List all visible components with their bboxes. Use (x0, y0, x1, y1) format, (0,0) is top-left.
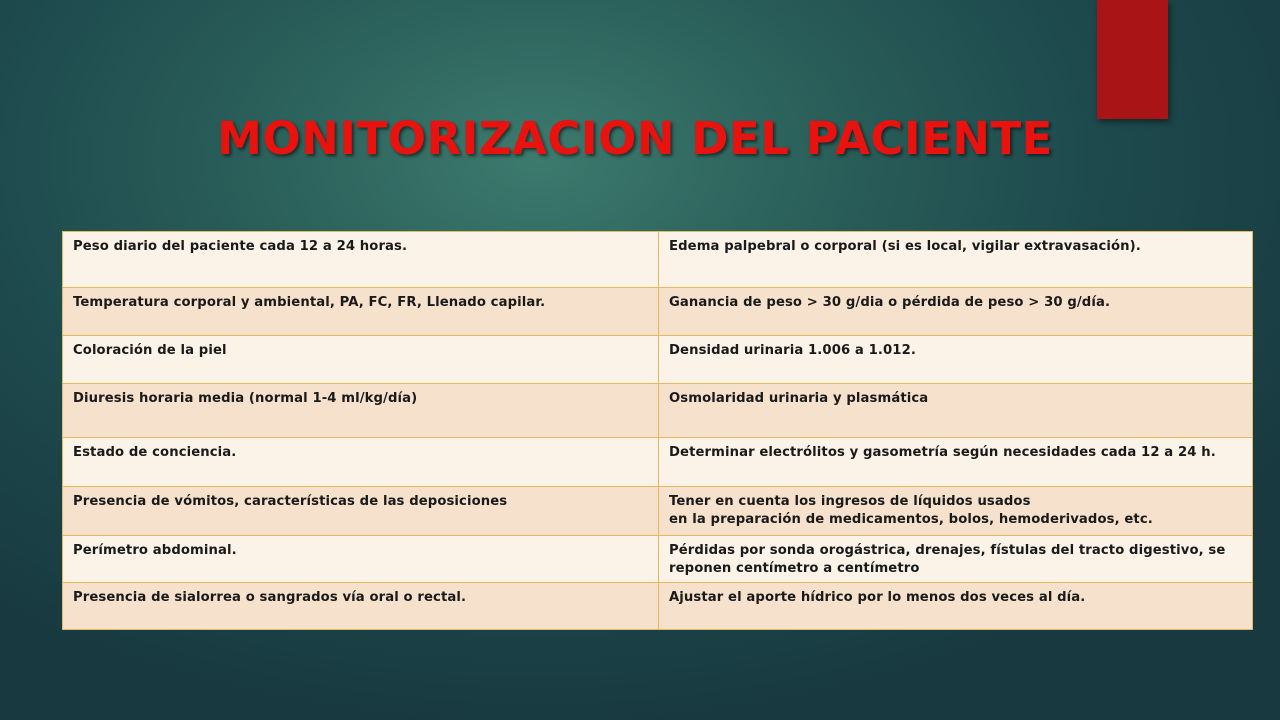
table-cell-observation (659, 487, 1253, 536)
table-body (63, 232, 1253, 630)
table-cell-observation (659, 438, 1253, 487)
table-cell-parameter: Peso diario del paciente cada 12 a 24 horas. (63, 232, 659, 288)
monitoring-table (62, 231, 1253, 630)
accent-tab (1097, 0, 1168, 119)
cell-text-line: en la preparación de medicamentos, bolos, hemoderivados, etc. (669, 512, 1153, 527)
table-row (63, 232, 1253, 288)
table-cell-observation (659, 232, 1253, 288)
table-cell-parameter: Coloración de la piel (63, 336, 659, 384)
table-row (63, 536, 1253, 583)
cell-text-line: Ganancia de peso > 30 g/dia o pérdida de peso > 30 g/día. (669, 295, 1111, 310)
cell-text-line: Tener en cuenta los ingresos de líquidos usados (669, 494, 1031, 509)
cell-text-line: Edema palpebral o corporal (si es local, vigilar extravasación). (669, 239, 1141, 254)
table-cell-parameter: Estado de conciencia. (63, 438, 659, 487)
table-cell-parameter: Perímetro abdominal. (63, 536, 659, 583)
cell-text-line: Densidad urinaria 1.006 a 1.012. (669, 343, 916, 358)
table-row (63, 487, 1253, 536)
table-cell-observation (659, 536, 1253, 583)
table-cell-observation (659, 336, 1253, 384)
table-cell-parameter: Diuresis horaria media (normal 1-4 ml/kg/día) (63, 384, 659, 438)
cell-text-line: Pérdidas por sonda orogástrica, drenajes, fístulas del tracto digestivo, se reponen centímetro a centímetro (669, 543, 1226, 576)
table-row (63, 336, 1253, 384)
cell-text-line: Determinar electrólitos y gasometría según necesidades cada 12 a 24 h. (669, 445, 1216, 460)
slide-title: MONITORIZACION DEL PACIENTE (217, 112, 1053, 165)
table-cell-observation (659, 583, 1253, 630)
table-row (63, 438, 1253, 487)
table-cell-observation (659, 288, 1253, 336)
table-cell-parameter: Presencia de sialorrea o sangrados vía oral o rectal. (63, 583, 659, 630)
table-row (63, 384, 1253, 438)
table-cell-observation (659, 384, 1253, 438)
table-row (63, 288, 1253, 336)
cell-text-line: Ajustar el aporte hídrico por lo menos dos veces al día. (669, 590, 1086, 605)
table-cell-parameter: Presencia de vómitos, características de las deposiciones (63, 487, 659, 536)
cell-text-line: Osmolaridad urinaria y plasmática (669, 391, 929, 406)
table-row (63, 583, 1253, 630)
table-cell-parameter: Temperatura corporal y ambiental, PA, FC, FR, Llenado capilar. (63, 288, 659, 336)
